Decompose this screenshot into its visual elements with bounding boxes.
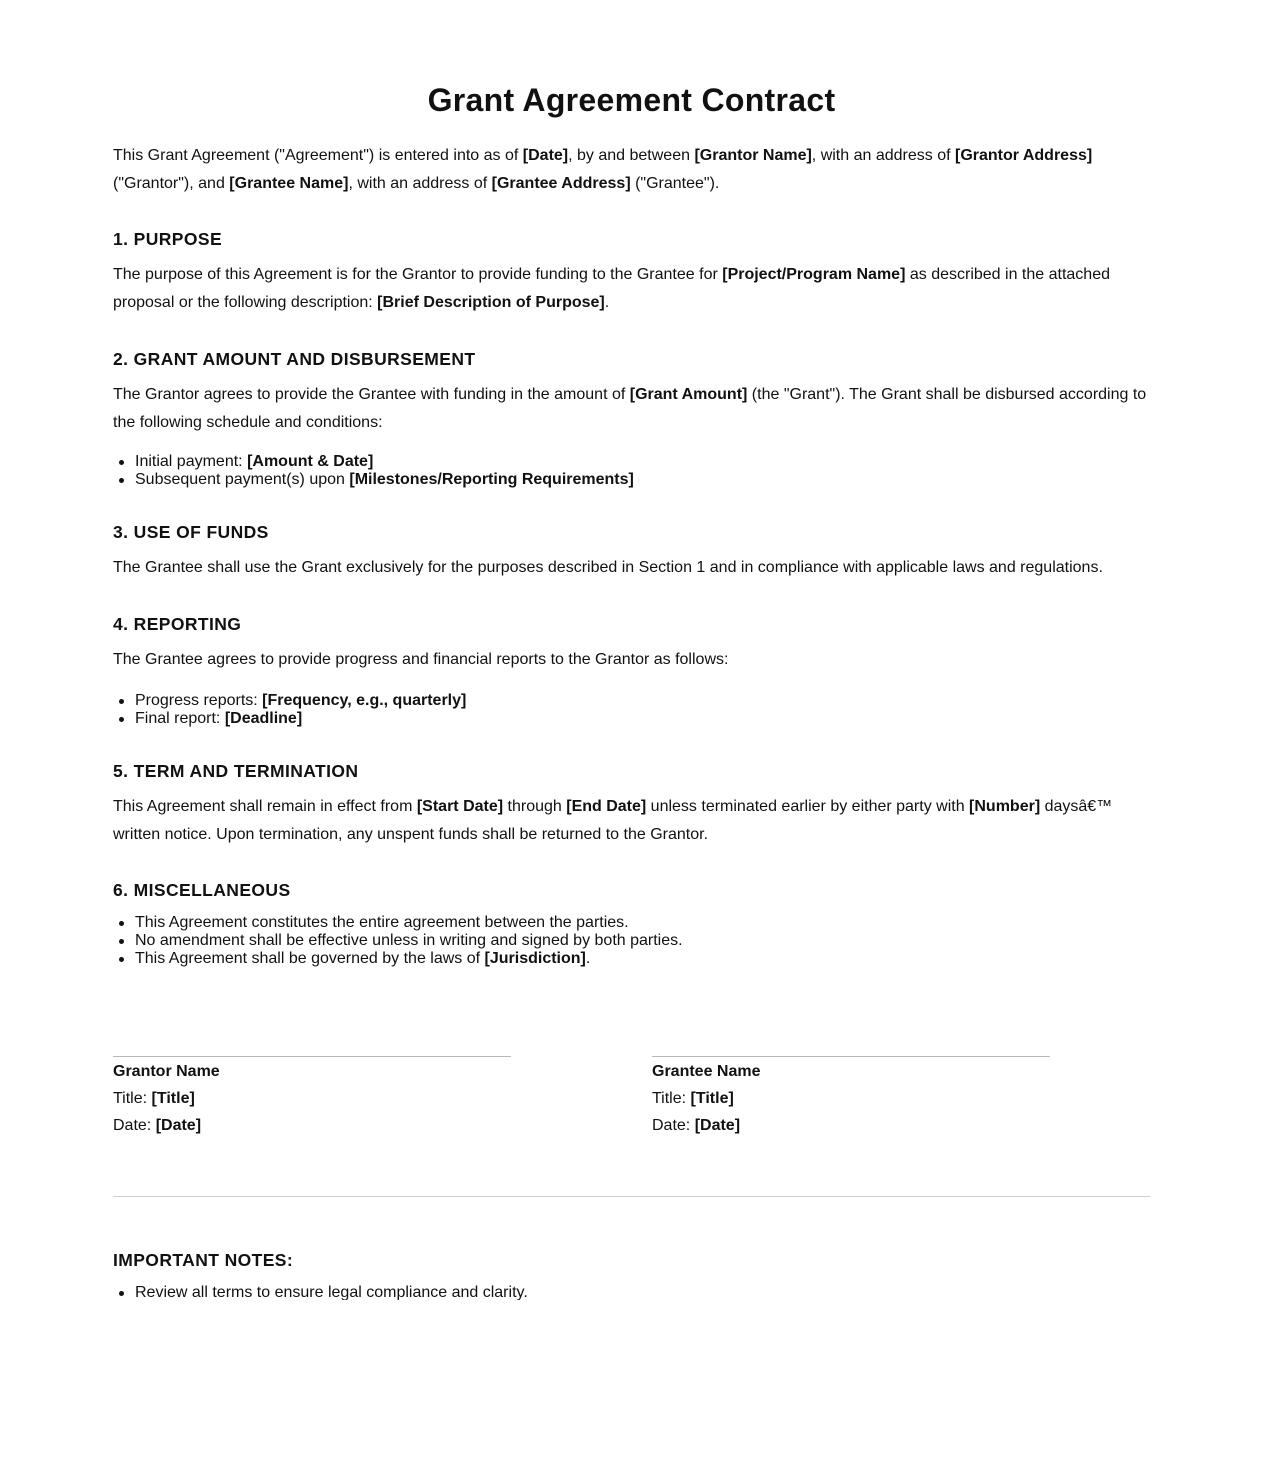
list-item	[135, 932, 683, 950]
grantor-signature-line	[113, 1056, 511, 1057]
grant-amount-paragraph	[113, 381, 1150, 436]
list-item-text: Review all terms to ensure legal compliance and clarity.	[135, 1284, 528, 1300]
term-text: through	[503, 798, 567, 815]
term-text: unless terminated earlier by either party with	[646, 798, 970, 815]
list-item-text: .	[585, 950, 591, 967]
placeholder-grantor-address: [Grantor Address]	[954, 147, 1093, 164]
placeholder-amount-date: [Amount & Date]	[247, 453, 374, 470]
list-item-text: Progress reports:	[135, 692, 263, 709]
page-title: Grant Agreement Contract	[427, 82, 836, 118]
title-label: Title:	[113, 1090, 152, 1107]
intro-text: , by and between	[568, 147, 695, 164]
grant-amount-text: (the "Grant"). The Grant shall be disbursed according to the following schedule and conditions:	[113, 386, 1147, 431]
important-notes-list	[113, 1284, 528, 1300]
list-item-text: Subsequent payment(s) upon	[135, 471, 350, 488]
reporting-paragraph: The Grantee agrees to provide progress and financial reports to the Grantor as follows:	[113, 651, 729, 668]
placeholder-deadline: [Deadline]	[224, 710, 303, 727]
placeholder-frequency: [Frequency, e.g., quarterly]	[262, 692, 467, 709]
grantee-title-row	[652, 1085, 734, 1112]
placeholder-project-name: [Project/Program Name]	[722, 266, 906, 283]
placeholder-grantee-address: [Grantee Address]	[491, 174, 631, 192]
intro-text: ("Grantee").	[630, 174, 720, 192]
section-heading-miscellaneous: 6. MISCELLANEOUS	[113, 880, 291, 900]
intro-paragraph	[113, 142, 1150, 197]
term-paragraph	[113, 793, 1150, 848]
section-heading-purpose: 1. PURPOSE	[113, 229, 223, 249]
placeholder-grantee-date: [Date]	[694, 1117, 741, 1134]
date-label: Date:	[113, 1117, 156, 1134]
list-item	[135, 471, 634, 489]
purpose-paragraph	[113, 261, 1150, 316]
section-heading-use-of-funds: 3. USE OF FUNDS	[113, 522, 269, 542]
list-item-text: This Agreement shall be governed by the laws of	[135, 950, 485, 967]
use-of-funds-paragraph: The Grantee shall use the Grant exclusively for the purposes described in Section 1 and in compliance with applicable laws and regulations.	[113, 559, 1103, 576]
placeholder-number: [Number]	[969, 798, 1041, 815]
disbursement-list	[113, 453, 634, 489]
title-label: Title:	[652, 1090, 691, 1107]
important-notes-heading: IMPORTANT NOTES:	[113, 1250, 294, 1270]
list-item-text: This Agreement constitutes the entire agreement between the parties.	[135, 914, 629, 931]
purpose-text: The purpose of this Agreement is for the Grantor to provide funding to the Grantee for	[113, 266, 723, 283]
placeholder-purpose-description: [Brief Description of Purpose]	[377, 293, 605, 311]
grant-amount-text: The Grantor agrees to provide the Grantee with funding in the amount of	[113, 386, 630, 403]
date-label: Date:	[652, 1117, 695, 1134]
list-item	[135, 710, 466, 728]
placeholder-grantor-title: [Title]	[151, 1090, 195, 1107]
placeholder-milestones: [Milestones/Reporting Requirements]	[349, 471, 634, 488]
term-text: This Agreement shall remain in effect from	[113, 798, 417, 815]
list-item	[135, 914, 683, 932]
intro-text: , with an address of	[811, 147, 955, 164]
intro-text: , with an address of	[348, 174, 492, 192]
intro-text: This Grant Agreement ("Agreement") is entered into as of	[113, 147, 523, 164]
purpose-text: as described in the attached proposal or the following description:	[113, 266, 1110, 311]
placeholder-grant-amount: [Grant Amount]	[629, 386, 748, 403]
placeholder-grantee-title: [Title]	[690, 1090, 734, 1107]
placeholder-grantor-name: [Grantor Name]	[694, 147, 812, 164]
list-item-text: Initial payment:	[135, 453, 248, 470]
list-item-text: No amendment shall be effective unless in writing and signed by both parties.	[135, 932, 683, 949]
list-item-text: Final report:	[135, 710, 225, 727]
section-heading-reporting: 4. REPORTING	[113, 614, 242, 634]
grantee-date-row	[652, 1112, 740, 1139]
grantor-date-row	[113, 1112, 201, 1139]
section-heading-term: 5. TERM AND TERMINATION	[113, 761, 359, 781]
intro-text: ("Grantor"), and	[113, 174, 230, 192]
reporting-list	[113, 692, 466, 728]
divider	[113, 1196, 1150, 1197]
term-text: daysâ€™ written notice. Upon termination, any unspent funds shall be returned to the Grantor.	[113, 798, 1113, 843]
grantor-title-row	[113, 1085, 195, 1112]
grantee-signature-line	[652, 1056, 1050, 1057]
list-item	[135, 692, 466, 710]
placeholder-date: [Date]	[522, 147, 569, 164]
list-item	[135, 950, 683, 968]
grantor-name-label: Grantor Name	[113, 1063, 220, 1080]
list-item	[135, 453, 634, 471]
list-item	[135, 1284, 528, 1300]
placeholder-grantee-name: [Grantee Name]	[229, 174, 349, 192]
placeholder-start-date: [Start Date]	[416, 798, 504, 815]
placeholder-jurisdiction: [Jurisdiction]	[484, 950, 586, 967]
grantee-name-label: Grantee Name	[652, 1063, 761, 1080]
placeholder-grantor-date: [Date]	[155, 1117, 202, 1134]
document-page	[113, 0, 1150, 1300]
purpose-text: .	[604, 293, 610, 311]
placeholder-end-date: [End Date]	[566, 798, 647, 815]
section-heading-grant-amount: 2. GRANT AMOUNT AND DISBURSEMENT	[113, 349, 476, 369]
miscellaneous-list	[113, 914, 683, 968]
